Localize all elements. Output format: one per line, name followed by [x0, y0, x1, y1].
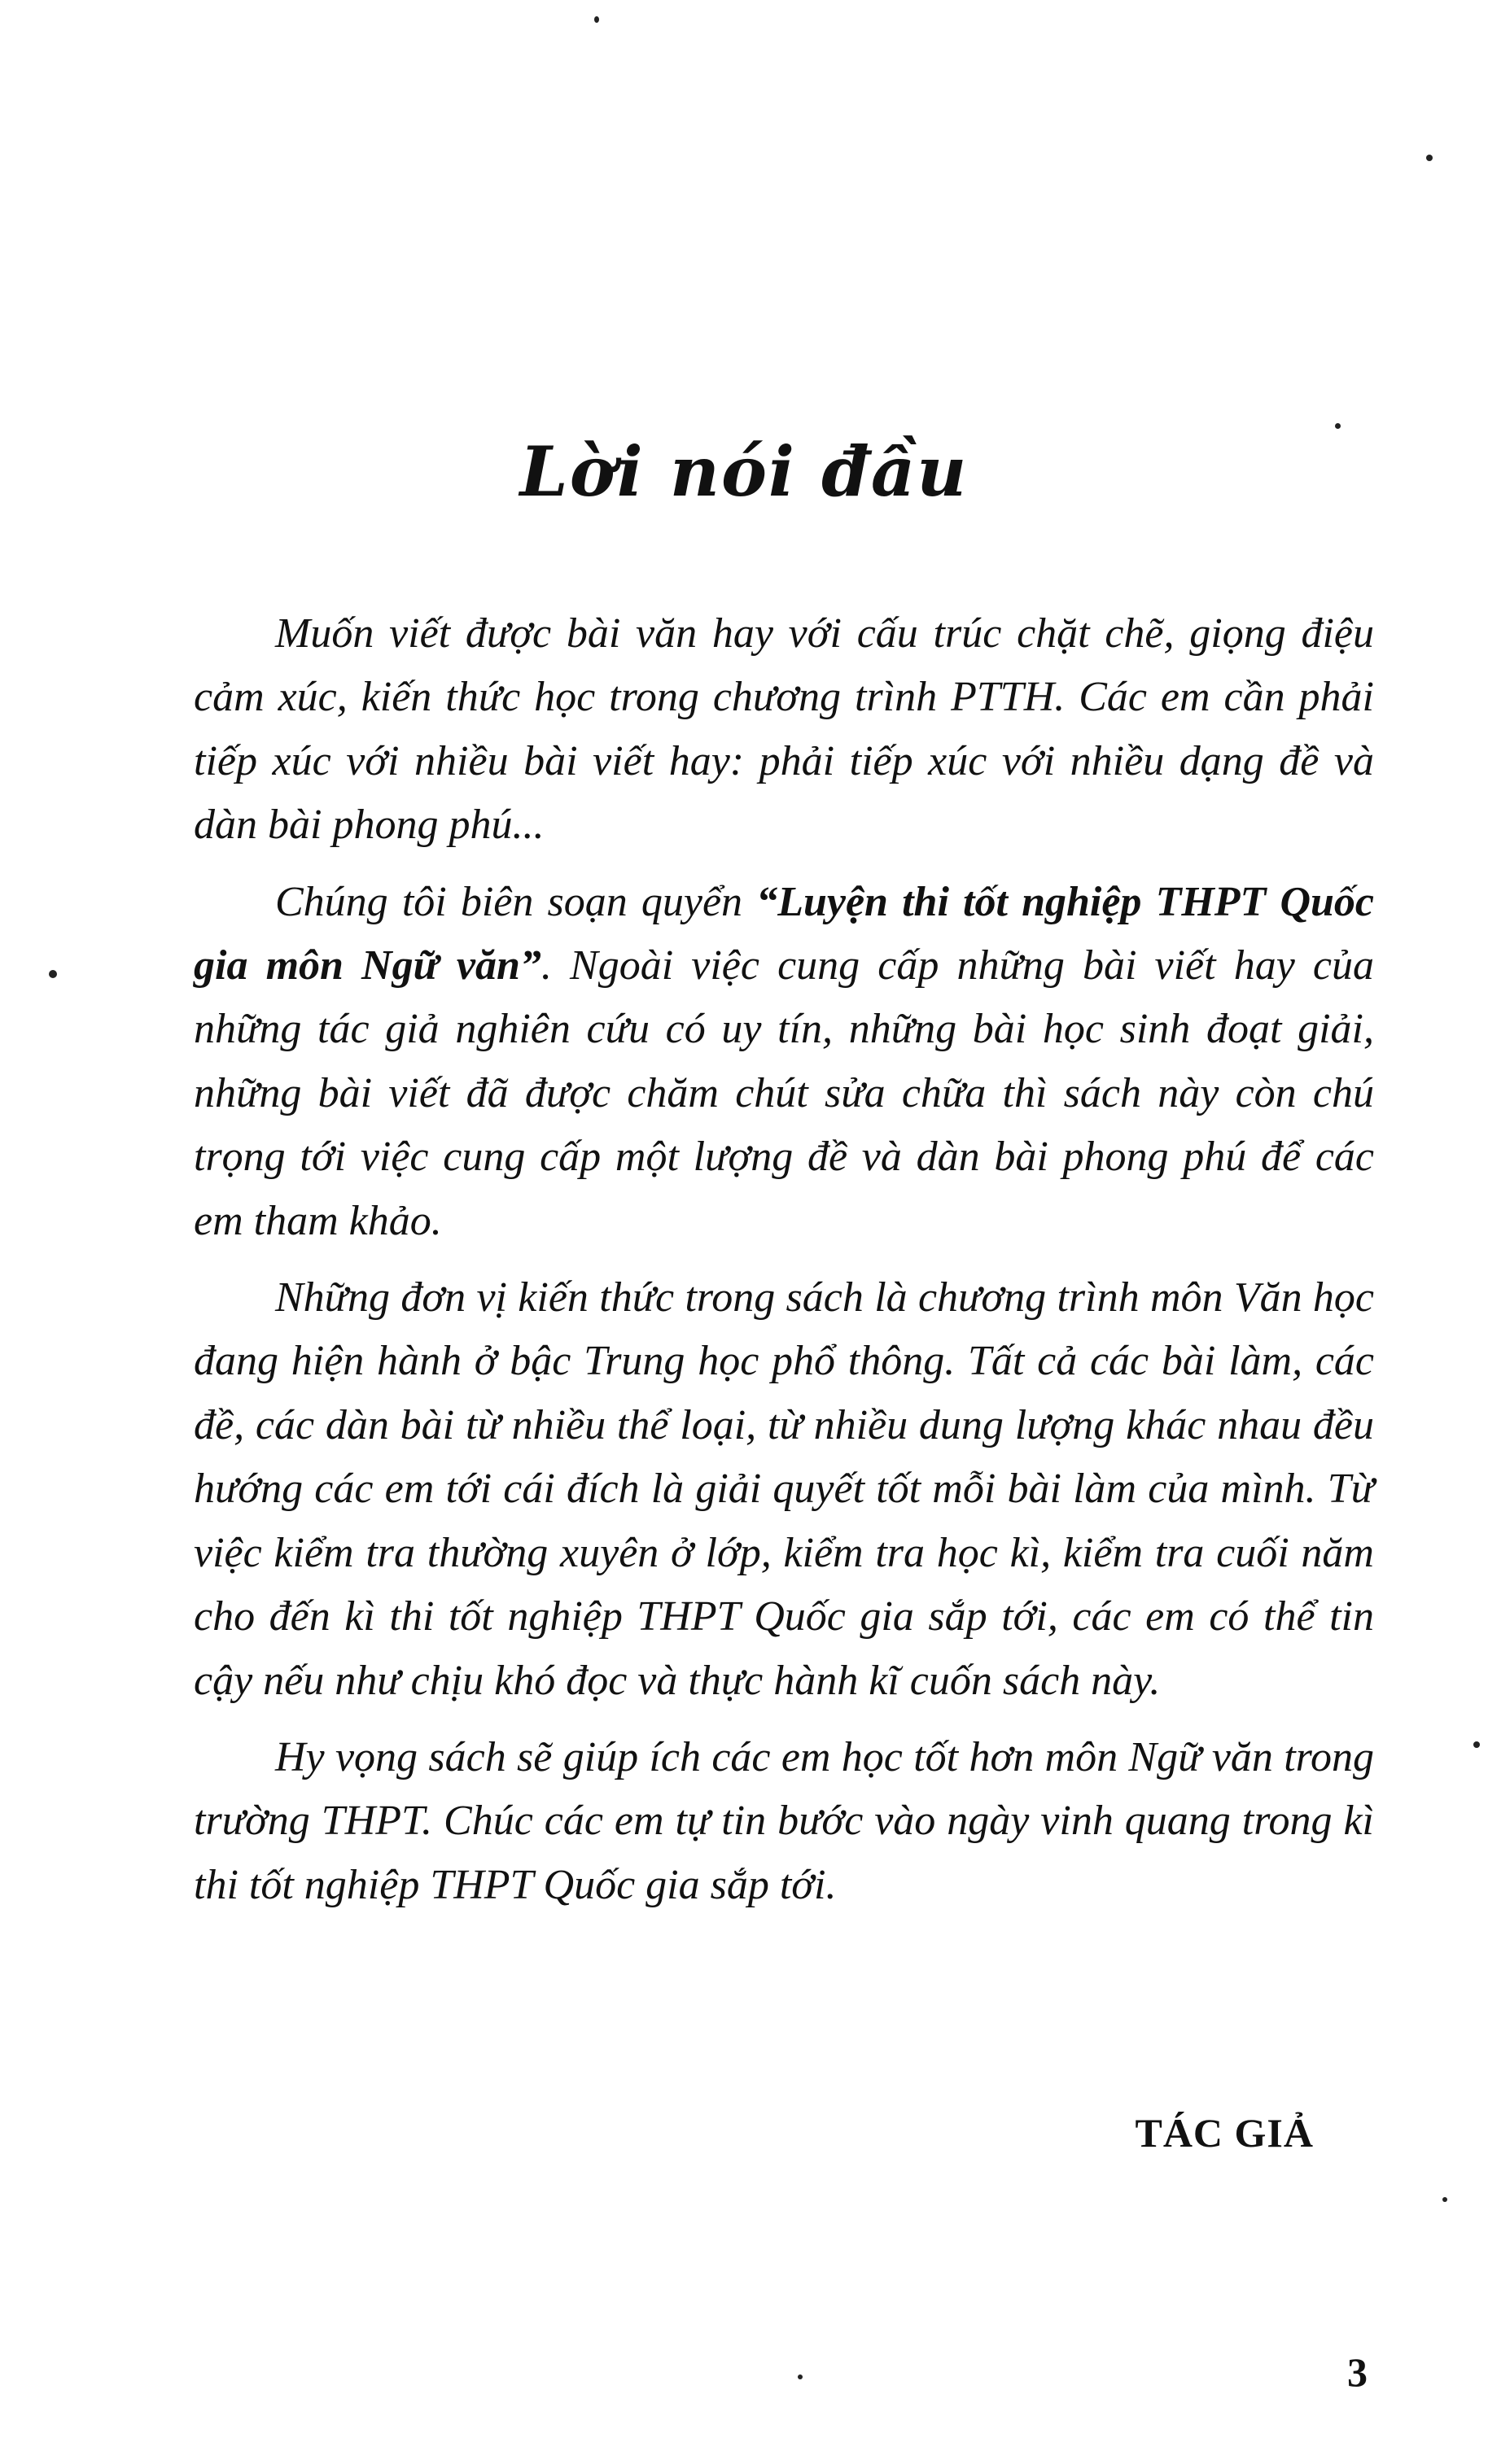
- paragraph-2: [194, 871, 1374, 1253]
- scan-speck: [1473, 1741, 1480, 1748]
- paragraph-1: Muốn viết được bài văn hay với cấu trúc chặt chẽ, giọng điệu cảm xúc, kiến thức học trong chương trình PTTH. Các em cần phải tiếp xúc với nhiều bài viết hay: phải tiếp xúc với nhiều dạng đề và dàn bài phong phú...: [194, 610, 1374, 849]
- paragraph-4: Hy vọng sách sẽ giúp ích các em học tốt hơn môn Ngữ văn trong trường THPT. Chúc các em tự tin bước vào ngày vinh quang trong kì thi tốt nghiệp THPT Quốc gia sắp tới.: [194, 1733, 1374, 1908]
- preface-body: [194, 602, 1374, 1930]
- scan-speck: [1442, 2197, 1447, 2202]
- scan-speck: [49, 970, 57, 978]
- book-title: “Luyện thi tốt nghiệp THPT Quốc gia môn Ngữ văn”: [194, 878, 1374, 990]
- paragraph-3: Những đơn vị kiến thức trong sách là chương trình môn Văn học đang hiện hành ở bậc Trung học phổ thông. Tất cả các bài làm, các đề, các dàn bài từ nhiều thể loại, từ nhiều dung lượng khác nhau đều hướng các em tới cái đích là giải quyết tốt mỗi bài làm của mình. Từ việc kiểm tra thường xuyên ở lớp, kiểm tra học kì, kiểm tra cuối năm cho đến kì thi tốt nghiệp THPT Quốc gia sắp tới, các em có thể tin cậy nếu như chịu khó đọc và thực hành kĩ cuốn sách này.: [194, 1274, 1374, 1704]
- scan-speck: [594, 16, 599, 23]
- page-title: Lời nói đầu: [519, 431, 969, 512]
- author-signature: TÁC GIẢ: [1135, 2110, 1314, 2156]
- paragraph-2-intro: Chúng tôi biên soạn quyển: [275, 878, 757, 925]
- scan-speck: [1335, 423, 1341, 429]
- page-number: 3: [1347, 2349, 1368, 2395]
- paragraph-2-rest: . Ngoài việc cung cấp những bài viết hay của những tác giả nghiên cứu có uy tín, những bài học sinh đoạt giải, những bài viết đã được chăm chút sửa chữa thì sách này còn chú trọng tới việc cung cấp một lượng đề và dàn bài phong phú để các em tham khảo.: [194, 942, 1374, 1244]
- scan-speck: [1426, 155, 1433, 161]
- scan-speck: [798, 2374, 803, 2379]
